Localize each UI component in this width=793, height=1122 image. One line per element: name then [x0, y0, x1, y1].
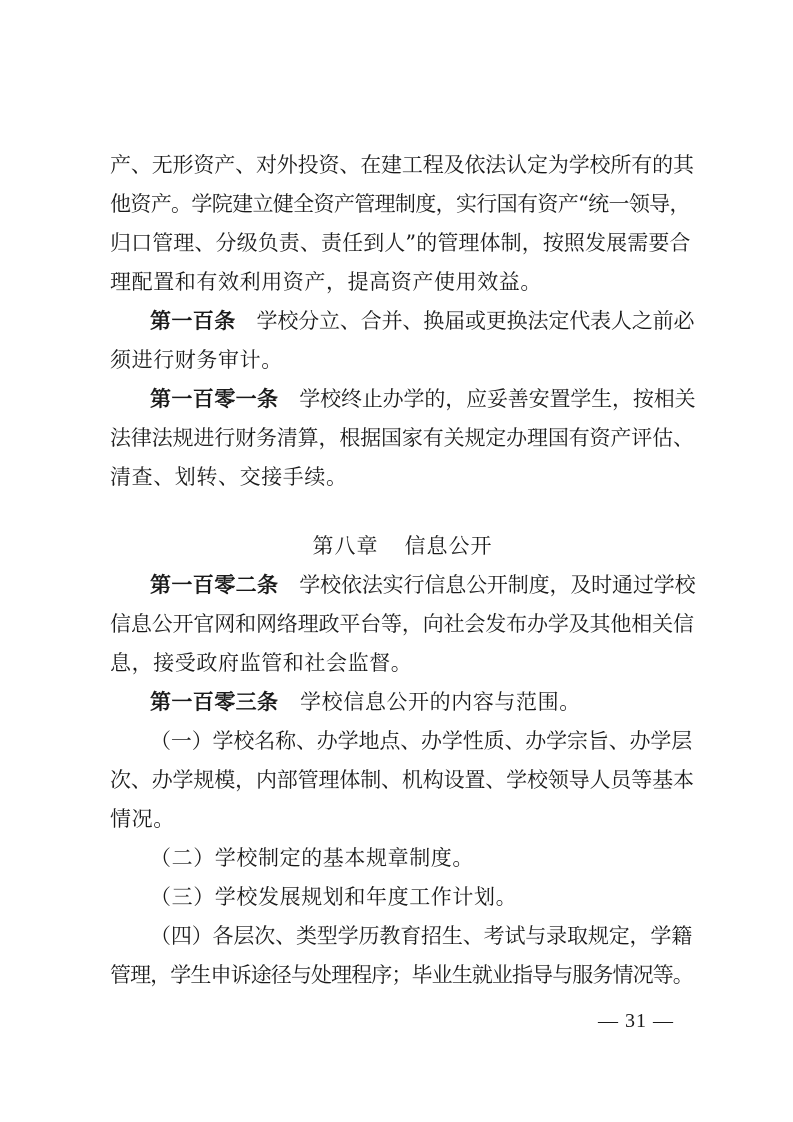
body-line: 理配置和有效利用资产，提高资产使用效益。 [110, 270, 542, 294]
item-1-line-1: （一）学校名称、办学地点、办学性质、办学宗旨、办学层 [150, 729, 693, 753]
article-100-title: 第一百条 [150, 309, 236, 333]
item-1-line-2: 次、办学规模，内部管理体制、机构设置、学校领导人员等基本 [110, 768, 694, 792]
article-102-line-1 [110, 566, 695, 605]
article-103-line-1 [110, 683, 695, 722]
article-101-line-2: 法律法规进行财务清算，根据国家有关规定办理国有资产评估、 [110, 426, 694, 450]
article-102-text: 学校依法实行信息公开制度，及时通过学校 [299, 573, 696, 597]
page-number: — 31 — [598, 1010, 674, 1032]
article-100-line-2: 须进行财务审计。 [110, 348, 283, 372]
document-page [110, 146, 695, 995]
chapter-number: 第八章 [312, 534, 379, 558]
article-100-text: 学校分立、合并、换届或更换法定代表人之前必 [256, 309, 695, 333]
chapter-name: 信息公开 [404, 534, 493, 558]
body-line: 他资产。学院建立健全资产管理制度，实行国有资产“统一领导， [110, 192, 690, 216]
article-101-text: 学校终止办学的，应妥善安置学生，按相关 [299, 387, 696, 411]
article-102-line-2: 信息公开官网和网络理政平台等，向社会发布办学及其他相关信 [110, 612, 694, 636]
article-103-title: 第一百零三条 [150, 690, 279, 714]
article-100-line-1 [110, 302, 695, 341]
article-101-line-3: 清查、划转、交接手续。 [110, 465, 348, 489]
item-2: （二）学校制定的基本规章制度。 [150, 846, 474, 870]
body-line: 归口管理、分级负责、责任到人”的管理体制，按照发展需要合 [110, 231, 691, 255]
article-102-line-3: 息，接受政府监管和社会监督。 [110, 651, 413, 675]
article-102-title: 第一百零二条 [150, 573, 279, 597]
article-101-title: 第一百零一条 [150, 387, 279, 411]
item-4-line-1: （四）各层次、类型学历教育招生、考试与录取规定，学籍 [150, 924, 693, 948]
article-103-text: 学校信息公开的内容与范围。 [300, 690, 581, 714]
article-101-line-1 [110, 380, 695, 419]
body-line: 产、无形资产、对外投资、在建工程及依法认定为学校所有的其 [110, 153, 694, 177]
item-4-line-2: 管理，学生申诉途径与处理程序；毕业生就业指导与服务情况等。 [110, 963, 693, 987]
item-3: （三）学校发展规划和年度工作计划。 [150, 885, 518, 909]
item-1-line-3: 情况。 [110, 807, 175, 831]
chapter-heading [110, 527, 695, 566]
